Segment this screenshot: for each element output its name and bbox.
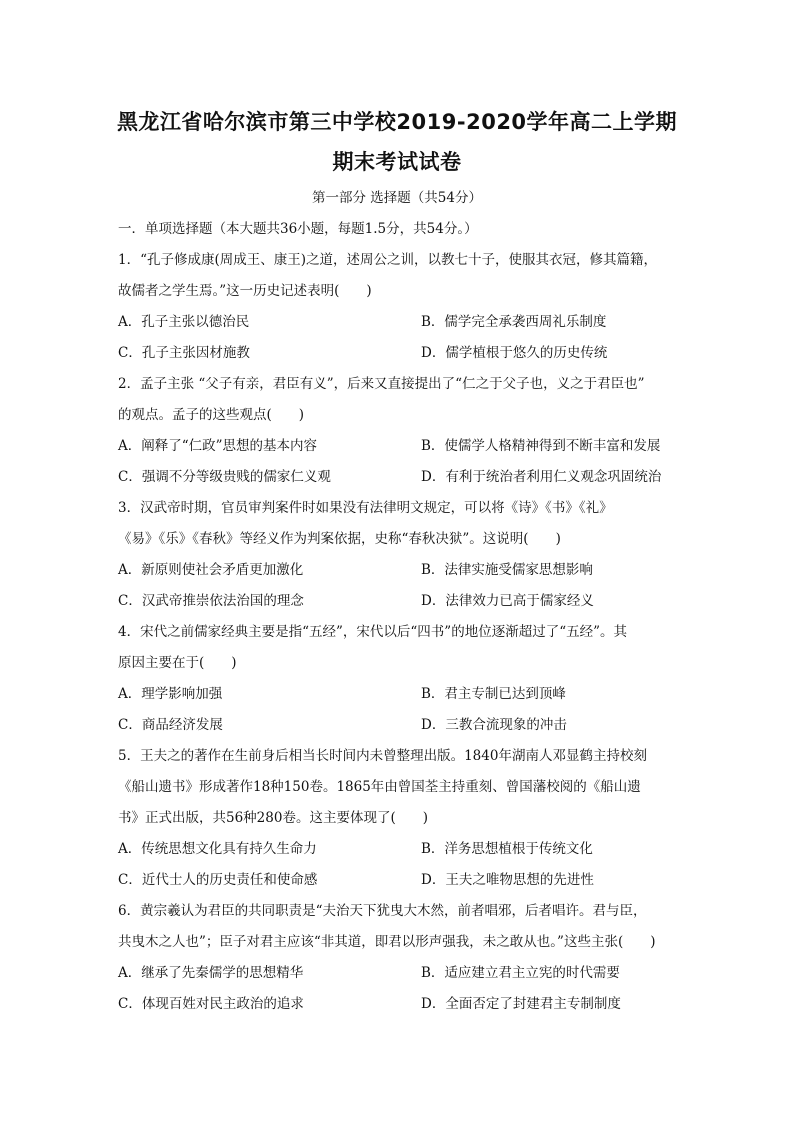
question-text-line: 故儒者之学生焉。”这一历史记述表明( )	[118, 283, 372, 299]
option-a: A．继承了先秦儒学的思想精华	[118, 965, 304, 981]
option-b: B．法律实施受儒家思想影响	[421, 562, 593, 578]
option-b: B．君主专制已达到顶峰	[421, 686, 566, 702]
option-d: D．法律效力已高于儒家经义	[421, 593, 594, 609]
question-text-line: 4．宋代之前儒家经典主要是指“五经”，宋代以后“四书”的地位逐渐超过了“五经”。其	[118, 624, 627, 640]
option-a: A．孔子主张以德治民	[118, 314, 250, 330]
option-c: C．汉武帝推崇依法治国的理念	[118, 593, 304, 609]
part-title: 第一部分 选择题（共54分）	[312, 190, 482, 206]
question-text-line: 共曳木之人也”；臣子对君主应该“非其道，即君以形声强我，未之敢从也。”这些主张( )	[118, 934, 656, 950]
option-d: D．儒学植根于悠久的历史传统	[421, 345, 608, 361]
question-text-line: 3．汉武帝时期，官员审判案件时如果没有法律明文规定，可以将《诗》《书》《礼》	[118, 500, 613, 516]
question-text-line: 5．王夫之的著作在生前身后相当长时间内未曾整理出版。1840年湖南人邓显鹤主持校刻	[118, 748, 647, 764]
question-3	[118, 493, 678, 617]
option-b: B．适应建立君主立宪的时代需要	[421, 965, 620, 981]
option-a: A．传统思想文化具有持久生命力	[118, 841, 317, 857]
question-text-line: 《易》《乐》《春秋》等经义作为判案依据，史称“春秋决狱”。这说明( )	[118, 531, 561, 547]
question-text-line: 书》正式出版，共56种280卷。这主要体现了( )	[118, 810, 428, 826]
option-c: C．孔子主张因材施教	[118, 345, 250, 361]
options-row	[118, 307, 678, 338]
option-b: B．儒学完全承袭西周礼乐制度	[421, 314, 607, 330]
option-a: A．理学影响加强	[118, 686, 223, 702]
option-c: C．商品经济发展	[118, 717, 223, 733]
question-text-line: 的观点。孟子的这些观点( )	[118, 407, 305, 423]
question-4	[118, 617, 678, 741]
option-d: D．三教合流现象的冲击	[421, 717, 567, 733]
question-text-line: 《船山遗书》形成著作18种150卷。1865年由曾国荃主持重刻、曾国藩校阅的《船山遗	[118, 779, 641, 795]
options-row	[118, 586, 678, 617]
question-6	[118, 896, 678, 1020]
question-text-line: 原因主要在于( )	[118, 655, 237, 671]
options-row	[118, 834, 678, 865]
options-row	[118, 431, 678, 462]
option-a: A．阐释了“仁政”思想的基本内容	[118, 438, 318, 454]
question-text-line: 2．孟子主张 “父子有亲，君臣有义”，后来又直接提出了“仁之于父子也，义之于君臣也”	[118, 376, 645, 392]
exam-body	[118, 214, 678, 1020]
options-row	[118, 710, 678, 741]
options-row	[118, 462, 678, 493]
question-1	[118, 245, 678, 369]
options-row	[118, 958, 678, 989]
option-c: C．体现百姓对民主政治的追求	[118, 996, 304, 1012]
options-row	[118, 338, 678, 369]
exam-title-line-1: 黑龙江省哈尔滨市第三中学校2019-2020学年高二上学期	[116, 110, 678, 134]
option-b: B．使儒学人格精神得到不断丰富和发展	[421, 438, 661, 454]
option-d: D．有利于统治者利用仁义观念巩固统治	[421, 469, 662, 485]
option-d: D．全面否定了封建君主专制制度	[421, 996, 621, 1012]
question-5	[118, 741, 678, 896]
section-heading: 一．单项选择题（本大题共36小题，每题1.5分，共54分。）	[118, 221, 478, 237]
options-row	[118, 865, 678, 896]
option-b: B．洋务思想植根于传统文化	[421, 841, 593, 857]
options-row	[118, 555, 678, 586]
question-text-line: 6．黄宗羲认为君臣的共同职责是“夫治天下犹曳大木然，前者唱邪，后者唱许。君与臣，	[118, 903, 647, 919]
options-row	[118, 679, 678, 710]
option-d: D．王夫之唯物思想的先进性	[421, 872, 594, 888]
question-text-line: 1．“孔子修成康(周成王、康王)之道，述周公之训，以教七十子，使服其衣冠，修其篇籍，	[118, 252, 658, 268]
option-a: A．新原则使社会矛盾更加激化	[118, 562, 304, 578]
option-c: C．强调不分等级贵贱的儒家仁义观	[118, 469, 331, 485]
option-c: C．近代士人的历史责任和使命感	[118, 872, 318, 888]
exam-title-line-2: 期末考试试卷	[332, 150, 462, 174]
question-2	[118, 369, 678, 493]
options-row	[118, 989, 678, 1020]
